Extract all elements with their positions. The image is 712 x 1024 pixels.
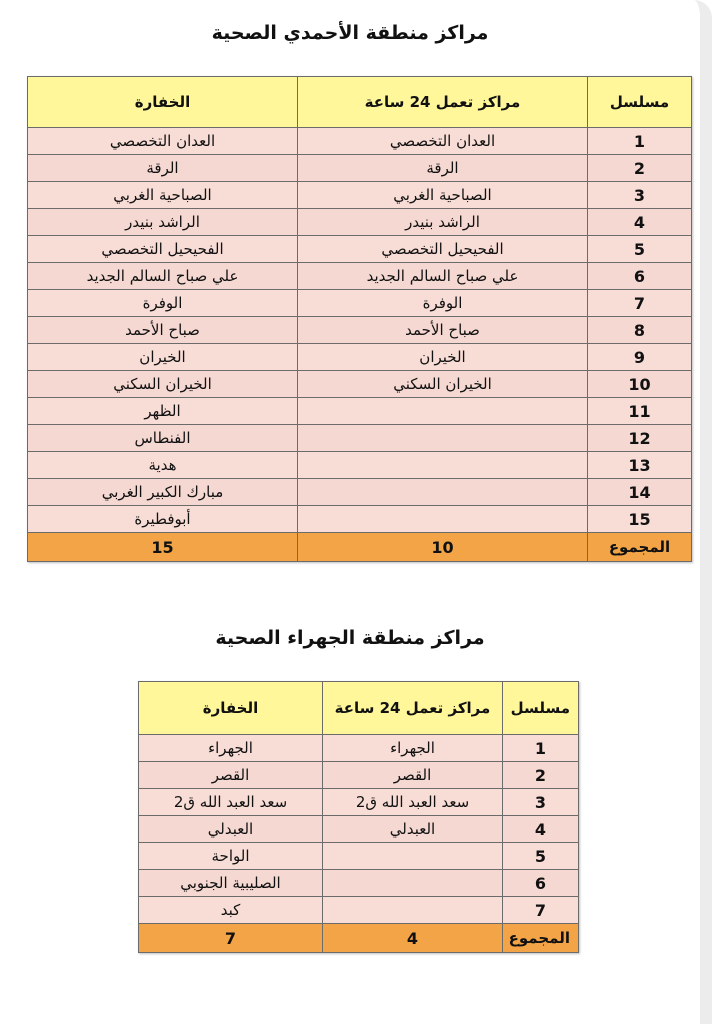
open24-cell: الخيران السكني <box>298 371 588 398</box>
open24-cell: العبدلي <box>323 816 503 843</box>
serial-cell: 3 <box>588 182 692 209</box>
table-row <box>28 371 692 398</box>
duty-cell: الجهراء <box>139 735 323 762</box>
serial-cell: 5 <box>503 843 579 870</box>
header-open24: مراكز تعمل 24 ساعة <box>298 77 588 128</box>
duty-cell: الفحيحيل التخصصي <box>28 236 298 263</box>
table-row <box>139 843 579 870</box>
serial-cell: 2 <box>588 155 692 182</box>
duty-cell: هدية <box>28 452 298 479</box>
duty-cell: العدان التخصصي <box>28 128 298 155</box>
open24-cell <box>298 506 588 533</box>
serial-cell: 5 <box>588 236 692 263</box>
duty-cell: الفنطاس <box>28 425 298 452</box>
open24-cell: الرقة <box>298 155 588 182</box>
table-row <box>28 344 692 371</box>
duty-cell: الخيران <box>28 344 298 371</box>
total-open24: 10 <box>298 533 588 562</box>
duty-cell: مبارك الكبير الغربي <box>28 479 298 506</box>
table-row <box>28 317 692 344</box>
table-row <box>139 816 579 843</box>
open24-cell: القصر <box>323 762 503 789</box>
duty-cell: الصباحية الغربي <box>28 182 298 209</box>
serial-cell: 14 <box>588 479 692 506</box>
serial-cell: 10 <box>588 371 692 398</box>
duty-cell: الصليبية الجنوبي <box>139 870 323 897</box>
duty-cell: الوفرة <box>28 290 298 317</box>
header-row <box>28 77 692 128</box>
open24-cell: العدان التخصصي <box>298 128 588 155</box>
serial-cell: 6 <box>503 870 579 897</box>
open24-cell: الصباحية الغربي <box>298 182 588 209</box>
table-row <box>28 452 692 479</box>
table-row <box>28 290 692 317</box>
serial-cell: 7 <box>503 897 579 924</box>
total-row <box>139 924 579 953</box>
open24-cell <box>298 452 588 479</box>
total-row <box>28 533 692 562</box>
jahra-body <box>139 735 579 924</box>
total-label: المجموع <box>503 924 579 953</box>
table-row <box>28 263 692 290</box>
duty-cell: الراشد بنيدر <box>28 209 298 236</box>
duty-cell: كبد <box>139 897 323 924</box>
duty-cell: أبوفطيرة <box>28 506 298 533</box>
table-row <box>28 182 692 209</box>
open24-cell: الفحيحيل التخصصي <box>298 236 588 263</box>
duty-cell: علي صباح السالم الجديد <box>28 263 298 290</box>
ahmadi-body <box>28 128 692 533</box>
header-duty: الخفارة <box>139 682 323 735</box>
table-row <box>28 398 692 425</box>
open24-cell: الراشد بنيدر <box>298 209 588 236</box>
duty-cell: الخيران السكني <box>28 371 298 398</box>
open24-cell: صباح الأحمد <box>298 317 588 344</box>
open24-cell: الجهراء <box>323 735 503 762</box>
serial-cell: 13 <box>588 452 692 479</box>
serial-cell: 1 <box>588 128 692 155</box>
duty-cell: الواحة <box>139 843 323 870</box>
jahra-title: مراكز منطقة الجهراء الصحية <box>215 627 485 649</box>
open24-cell: الوفرة <box>298 290 588 317</box>
table-row <box>28 155 692 182</box>
serial-cell: 8 <box>588 317 692 344</box>
table-row <box>139 870 579 897</box>
open24-cell <box>323 843 503 870</box>
table-row <box>28 425 692 452</box>
serial-cell: 12 <box>588 425 692 452</box>
serial-cell: 7 <box>588 290 692 317</box>
open24-cell <box>323 897 503 924</box>
table-row <box>28 506 692 533</box>
table-row <box>139 789 579 816</box>
open24-cell <box>298 425 588 452</box>
serial-cell: 2 <box>503 762 579 789</box>
header-serial: مسلسل <box>503 682 579 735</box>
serial-cell: 1 <box>503 735 579 762</box>
serial-cell: 3 <box>503 789 579 816</box>
total-open24: 4 <box>323 924 503 953</box>
header-open24: مراكز تعمل 24 ساعة <box>323 682 503 735</box>
duty-cell: الرقة <box>28 155 298 182</box>
open24-cell: علي صباح السالم الجديد <box>298 263 588 290</box>
serial-cell: 9 <box>588 344 692 371</box>
header-serial: مسلسل <box>588 77 692 128</box>
table-row <box>139 735 579 762</box>
open24-cell <box>298 479 588 506</box>
total-duty: 15 <box>28 533 298 562</box>
total-duty: 7 <box>139 924 323 953</box>
duty-cell: الظهر <box>28 398 298 425</box>
table-row <box>139 762 579 789</box>
open24-cell: سعد العبد الله ق2 <box>323 789 503 816</box>
table-row <box>28 236 692 263</box>
open24-cell <box>323 870 503 897</box>
total-label: المجموع <box>588 533 692 562</box>
header-duty: الخفارة <box>28 77 298 128</box>
serial-cell: 6 <box>588 263 692 290</box>
serial-cell: 4 <box>503 816 579 843</box>
jahra-table <box>138 681 579 953</box>
serial-cell: 11 <box>588 398 692 425</box>
table-row <box>28 128 692 155</box>
serial-cell: 15 <box>588 506 692 533</box>
table-row <box>139 897 579 924</box>
open24-cell <box>298 398 588 425</box>
table-row <box>28 209 692 236</box>
duty-cell: العبدلي <box>139 816 323 843</box>
serial-cell: 4 <box>588 209 692 236</box>
ahmadi-table <box>27 76 692 562</box>
duty-cell: القصر <box>139 762 323 789</box>
duty-cell: صباح الأحمد <box>28 317 298 344</box>
open24-cell: الخيران <box>298 344 588 371</box>
header-row <box>139 682 579 735</box>
table-row <box>28 479 692 506</box>
ahmadi-title: مراكز منطقة الأحمدي الصحية <box>211 22 489 44</box>
duty-cell: سعد العبد الله ق2 <box>139 789 323 816</box>
